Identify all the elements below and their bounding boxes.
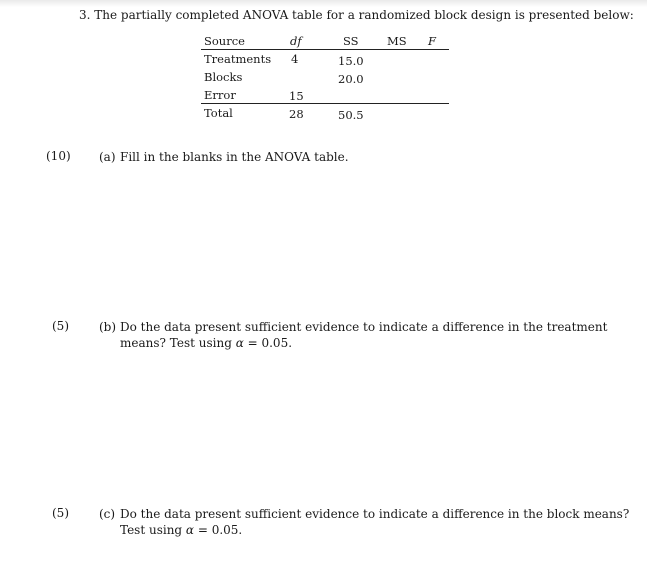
row-treatments-source: Treatments: [204, 52, 272, 66]
part-b-line2-suffix: = 0.05.: [243, 336, 293, 350]
part-b-line1: Do the data present sufficient evidence to indicate a difference in the treatment: [120, 320, 608, 334]
anova-table: [201, 31, 449, 123]
header-source: Source: [204, 34, 245, 48]
total-rule: [201, 103, 449, 104]
part-a: [99, 149, 619, 165]
part-c-line1: Do the data present sufficient evidence to indicate a difference in the block means?: [120, 507, 630, 521]
row-total-df: 28: [289, 107, 304, 121]
part-a-text: Fill in the blanks in the ANOVA table.: [120, 150, 349, 164]
part-b-label: (b): [99, 320, 117, 334]
row-error-source: Error: [204, 88, 236, 102]
header-ss: SS: [343, 34, 359, 48]
part-c-label: (c): [99, 507, 116, 521]
marks-part-c: (5): [52, 506, 69, 520]
part-c-line2-suffix: = 0.05.: [194, 523, 243, 537]
part-b-line2-prefix: means? Test using: [120, 336, 236, 350]
row-total-ss: 50.5: [338, 108, 364, 122]
part-c: [99, 506, 639, 540]
row-total-source: Total: [204, 106, 233, 120]
page-top-edge: [0, 0, 647, 7]
question-title: 3. The partially completed ANOVA table for a randomized block design is presented below:: [79, 8, 634, 22]
row-treatments-ss: 15.0: [338, 54, 364, 68]
part-a-label: (a): [99, 150, 116, 164]
part-c-alpha: α: [185, 523, 195, 537]
part-b-line2: [120, 335, 292, 351]
part-b-alpha: α: [235, 336, 244, 350]
marks-part-a: (10): [46, 149, 71, 163]
row-blocks-source: Blocks: [204, 70, 243, 84]
part-b: [99, 319, 639, 353]
header-ms: MS: [387, 34, 407, 48]
header-df: df: [290, 34, 302, 48]
row-treatments-df: 4: [291, 52, 299, 66]
part-c-line2-prefix: Test using: [120, 523, 186, 537]
part-c-line2: [120, 522, 242, 538]
row-error-df: 15: [289, 89, 304, 103]
marks-part-b: (5): [52, 319, 69, 333]
header-rule: [201, 49, 449, 50]
header-f: F: [428, 34, 436, 48]
row-blocks-ss: 20.0: [338, 72, 364, 86]
